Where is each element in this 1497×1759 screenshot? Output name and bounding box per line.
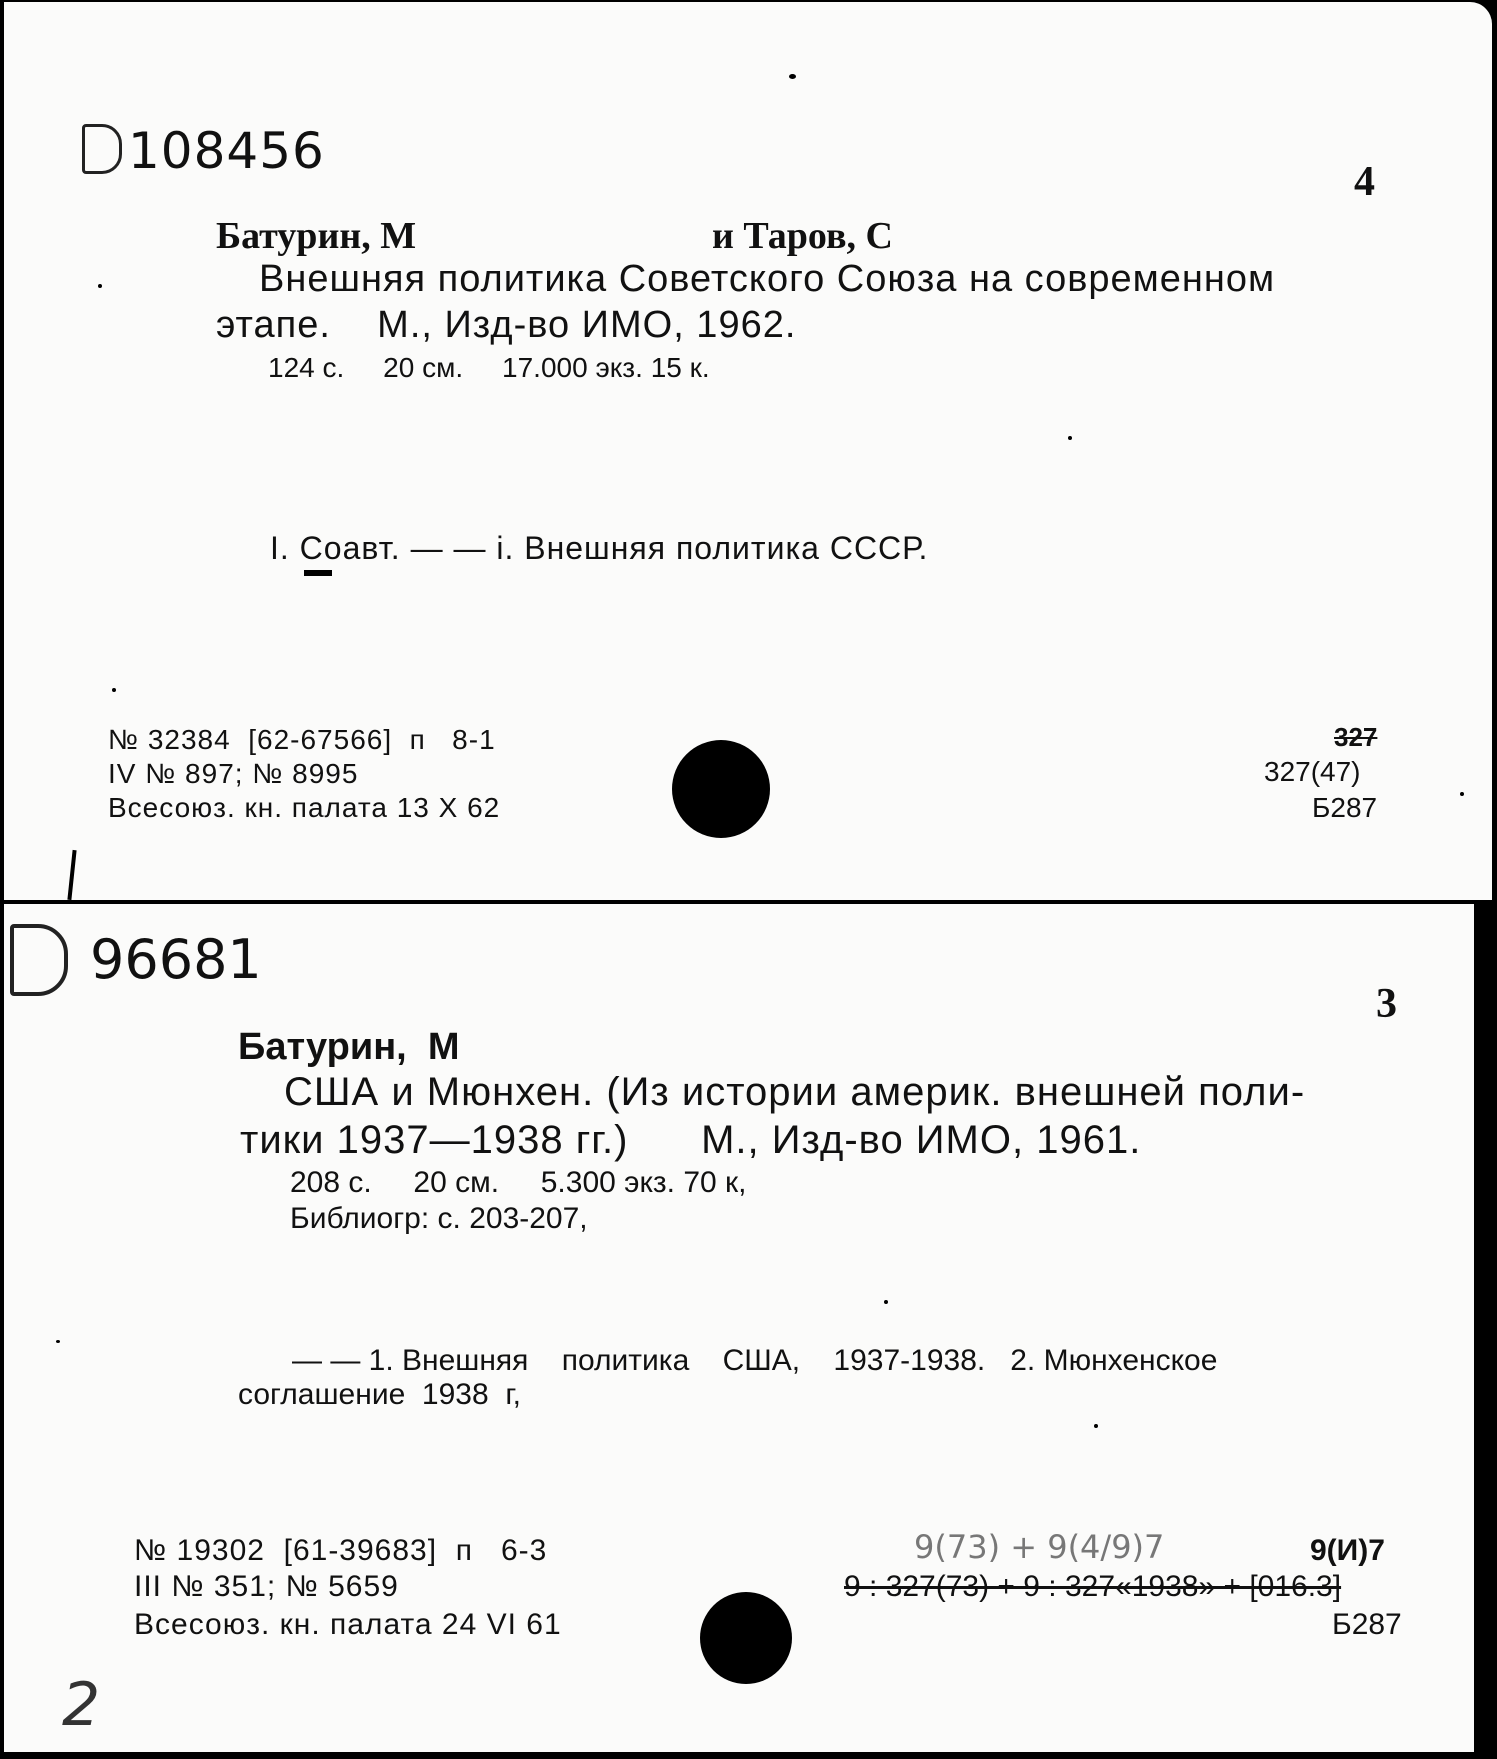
speck [1460,792,1464,796]
classification-handwritten: 9(73) + 9(4/9)7 [914,1528,1165,1566]
catalog-card-2 [4,904,1474,1752]
classification-struck: 9 : 327(73) + 9 : 327«1938» + [016.3] [844,1570,1342,1603]
speck [1094,1424,1098,1428]
physical-description: 124 с. 20 см. 17.000 экз. 15 к. [268,352,710,383]
author-mark: Б287 [1312,792,1378,823]
bibliography-note: Библиогр: с. 203-207, [290,1202,588,1235]
registry-line-2: III № 351; № 5659 [134,1570,399,1603]
catalog-card-1 [4,2,1492,900]
classification-index: 9(И)7 [1310,1534,1385,1567]
pencil-stroke [67,850,76,900]
card-number: 3 [1376,981,1397,1027]
inventory-stamp [10,924,262,996]
author-mark: Б287 [1332,1608,1402,1641]
corner-handwritten-note: 2 [62,1670,101,1740]
inventory-stamp [82,122,325,180]
subject-entries: I. Соавт. — — i. Внешняя политика СССР. [270,530,929,566]
registry-line-3: Всесоюз. кн. палата 13 X 62 [108,792,501,823]
registry-line-2: IV № 897; № 8995 [108,758,359,789]
subject-entries-line-2: соглашение 1938 г, [238,1378,521,1411]
inventory-number: 96681 [90,928,262,991]
d-stamp-icon [82,124,122,174]
physical-description: 208 с. 20 см. 5.300 экз. 70 к, [290,1166,747,1199]
title-line-2: этапе. М., Изд-во ИМО, 1962. [216,304,797,346]
author-primary: Батурин, М [238,1026,460,1068]
title-line-1: Внешняя политика Советского Союза на современном [259,258,1276,300]
registry-line-3: Всесоюз. кн. палата 24 VI 61 [134,1608,562,1641]
author-secondary: и Таров, С [712,215,893,257]
speck [884,1300,888,1304]
d-stamp-icon [10,924,68,996]
inventory-number: 108456 [128,122,325,180]
speck [112,688,116,692]
title-line-2: тики 1937—1938 гг.) М., Изд-во ИМО, 1961. [240,1118,1142,1162]
title-line-1: США и Мюнхен. (Из истории америк. внешней поли- [284,1070,1306,1114]
pencil-mark [304,570,332,576]
subject-entries-line-1: — — 1. Внешняя политика США, 1937-1938. 2. Мюнхенское [292,1344,1218,1377]
card-number: 4 [1354,159,1375,205]
classification-index: 327(47) [1264,756,1361,787]
speck [1068,436,1072,440]
speck [56,1340,60,1343]
classification-struck: 327 [1334,722,1378,752]
registry-line-1: № 19302 [61-39683] п 6-3 [134,1534,548,1567]
punch-hole [700,1592,792,1684]
speck [789,74,796,79]
punch-hole [672,740,770,838]
author-primary: Батурин, М [216,215,417,257]
registry-line-1: № 32384 [62-67566] п 8-1 [108,724,496,755]
speck [98,284,102,288]
